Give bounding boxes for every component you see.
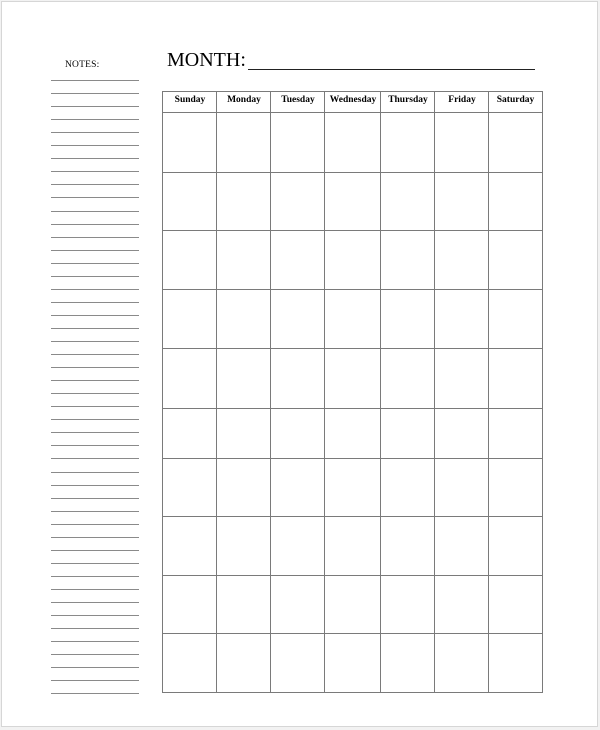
day-cell[interactable] bbox=[381, 113, 435, 173]
day-cell[interactable] bbox=[381, 634, 435, 692]
notes-line[interactable] bbox=[51, 80, 139, 81]
day-header-sunday: Sunday bbox=[174, 95, 206, 105]
notes-line[interactable] bbox=[51, 445, 139, 446]
day-cell[interactable] bbox=[435, 634, 489, 692]
day-cell[interactable] bbox=[489, 231, 542, 290]
day-cell[interactable] bbox=[435, 576, 489, 634]
notes-line[interactable] bbox=[51, 563, 139, 564]
day-cell[interactable] bbox=[489, 290, 542, 349]
notes-line[interactable] bbox=[51, 341, 139, 342]
notes-line[interactable] bbox=[51, 224, 139, 225]
day-cell[interactable] bbox=[163, 576, 217, 634]
day-cell[interactable] bbox=[489, 576, 542, 634]
month-write-line[interactable] bbox=[248, 69, 535, 70]
day-cell[interactable] bbox=[489, 349, 542, 409]
notes-line[interactable] bbox=[51, 589, 139, 590]
notes-line[interactable] bbox=[51, 393, 139, 394]
notes-line[interactable] bbox=[51, 628, 139, 629]
day-cell[interactable] bbox=[381, 459, 435, 517]
calendar-page bbox=[1, 1, 598, 727]
grid-row-divider bbox=[163, 516, 542, 517]
notes-line[interactable] bbox=[51, 693, 139, 694]
notes-line[interactable] bbox=[51, 432, 139, 433]
notes-line[interactable] bbox=[51, 197, 139, 198]
day-cell[interactable] bbox=[217, 409, 271, 459]
notes-line[interactable] bbox=[51, 380, 139, 381]
day-header-thursday: Thursday bbox=[388, 95, 428, 105]
day-cell[interactable] bbox=[489, 634, 542, 692]
day-cell[interactable] bbox=[325, 576, 381, 634]
day-cell[interactable] bbox=[325, 517, 381, 576]
day-cell[interactable] bbox=[325, 349, 381, 409]
grid-row-divider bbox=[163, 348, 542, 349]
notes-line[interactable] bbox=[51, 237, 139, 238]
day-cell[interactable] bbox=[271, 576, 325, 634]
day-cell[interactable] bbox=[163, 634, 217, 692]
notes-line[interactable] bbox=[51, 641, 139, 642]
day-cell[interactable] bbox=[381, 173, 435, 231]
grid-row-divider bbox=[163, 112, 542, 113]
notes-line[interactable] bbox=[51, 524, 139, 525]
day-cell[interactable] bbox=[271, 113, 325, 173]
day-cell[interactable] bbox=[381, 409, 435, 459]
day-cell[interactable] bbox=[271, 290, 325, 349]
day-cell[interactable] bbox=[435, 231, 489, 290]
notes-line[interactable] bbox=[51, 276, 139, 277]
grid-column-divider bbox=[380, 92, 381, 692]
day-cell[interactable] bbox=[435, 290, 489, 349]
day-cell[interactable] bbox=[325, 459, 381, 517]
notes-line[interactable] bbox=[51, 485, 139, 486]
grid-column-divider bbox=[324, 92, 325, 692]
day-cell[interactable] bbox=[217, 290, 271, 349]
day-header-saturday: Saturday bbox=[496, 95, 535, 105]
notes-line[interactable] bbox=[51, 537, 139, 538]
day-cell[interactable] bbox=[163, 231, 217, 290]
day-cell[interactable] bbox=[271, 409, 325, 459]
day-cell[interactable] bbox=[217, 113, 271, 173]
day-cell[interactable] bbox=[435, 409, 489, 459]
day-cell[interactable] bbox=[381, 517, 435, 576]
notes-line[interactable] bbox=[51, 302, 139, 303]
day-cell[interactable] bbox=[163, 459, 217, 517]
notes-line[interactable] bbox=[51, 158, 139, 159]
day-cell[interactable] bbox=[271, 634, 325, 692]
day-header-friday: Friday bbox=[448, 95, 476, 105]
grid-column-divider bbox=[270, 92, 271, 692]
notes-line[interactable] bbox=[51, 211, 139, 212]
day-cell[interactable] bbox=[381, 349, 435, 409]
grid-column-divider bbox=[488, 92, 489, 692]
day-cell[interactable] bbox=[489, 517, 542, 576]
notes-line[interactable] bbox=[51, 263, 139, 264]
notes-line[interactable] bbox=[51, 511, 139, 512]
notes-line[interactable] bbox=[51, 367, 139, 368]
notes-line[interactable] bbox=[51, 328, 139, 329]
day-cell[interactable] bbox=[163, 409, 217, 459]
day-cell[interactable] bbox=[163, 517, 217, 576]
notes-line[interactable] bbox=[51, 171, 139, 172]
day-cell[interactable] bbox=[381, 576, 435, 634]
day-cell[interactable] bbox=[489, 173, 542, 231]
day-cell[interactable] bbox=[435, 517, 489, 576]
grid-column-divider bbox=[434, 92, 435, 692]
notes-line[interactable] bbox=[51, 315, 139, 316]
day-cell[interactable] bbox=[217, 517, 271, 576]
month-label: MONTH: bbox=[167, 49, 246, 71]
day-cell[interactable] bbox=[435, 173, 489, 231]
grid-row-divider bbox=[163, 172, 542, 173]
day-cell[interactable] bbox=[325, 231, 381, 290]
grid-row-divider bbox=[163, 230, 542, 231]
notes-line[interactable] bbox=[51, 132, 139, 133]
day-header-monday: Monday bbox=[227, 95, 261, 105]
day-cell[interactable] bbox=[217, 231, 271, 290]
day-cell[interactable] bbox=[435, 349, 489, 409]
notes-line[interactable] bbox=[51, 615, 139, 616]
notes-line[interactable] bbox=[51, 106, 139, 107]
notes-line[interactable] bbox=[51, 602, 139, 603]
notes-line[interactable] bbox=[51, 550, 139, 551]
day-cell[interactable] bbox=[325, 290, 381, 349]
notes-line[interactable] bbox=[51, 680, 139, 681]
day-cell[interactable] bbox=[217, 173, 271, 231]
notes-line[interactable] bbox=[51, 419, 139, 420]
notes-line[interactable] bbox=[51, 93, 139, 94]
notes-line[interactable] bbox=[51, 498, 139, 499]
day-header-tuesday: Tuesday bbox=[281, 95, 315, 105]
day-cell[interactable] bbox=[435, 113, 489, 173]
day-cell[interactable] bbox=[271, 173, 325, 231]
day-cell[interactable] bbox=[325, 409, 381, 459]
notes-line[interactable] bbox=[51, 145, 139, 146]
day-cell[interactable] bbox=[163, 349, 217, 409]
calendar-grid bbox=[162, 91, 543, 693]
day-cell[interactable] bbox=[325, 634, 381, 692]
day-cell[interactable] bbox=[381, 290, 435, 349]
day-cell[interactable] bbox=[217, 576, 271, 634]
notes-line[interactable] bbox=[51, 654, 139, 655]
day-header-wednesday: Wednesday bbox=[329, 95, 377, 105]
day-cell[interactable] bbox=[271, 459, 325, 517]
day-cell[interactable] bbox=[381, 231, 435, 290]
notes-lines bbox=[51, 80, 139, 700]
day-cell[interactable] bbox=[163, 113, 217, 173]
notes-line[interactable] bbox=[51, 289, 139, 290]
notes-line[interactable] bbox=[51, 354, 139, 355]
grid-row-divider bbox=[163, 289, 542, 290]
day-cell[interactable] bbox=[489, 409, 542, 459]
day-cell[interactable] bbox=[163, 173, 217, 231]
grid-row-divider bbox=[163, 408, 542, 409]
notes-line[interactable] bbox=[51, 667, 139, 668]
notes-line[interactable] bbox=[51, 458, 139, 459]
day-cell[interactable] bbox=[271, 349, 325, 409]
notes-line[interactable] bbox=[51, 406, 139, 407]
grid-row-divider bbox=[163, 633, 542, 634]
notes-line[interactable] bbox=[51, 119, 139, 120]
notes-line[interactable] bbox=[51, 472, 139, 473]
grid-column-divider bbox=[216, 92, 217, 692]
notes-line[interactable] bbox=[51, 576, 139, 577]
day-cell[interactable] bbox=[163, 290, 217, 349]
day-cell[interactable] bbox=[217, 634, 271, 692]
day-cell[interactable] bbox=[325, 113, 381, 173]
notes-line[interactable] bbox=[51, 250, 139, 251]
day-cell[interactable] bbox=[217, 349, 271, 409]
notes-label: NOTES: bbox=[65, 60, 100, 70]
day-cell[interactable] bbox=[271, 231, 325, 290]
day-cell[interactable] bbox=[271, 517, 325, 576]
day-cell[interactable] bbox=[325, 173, 381, 231]
day-cell[interactable] bbox=[489, 113, 542, 173]
grid-row-divider bbox=[163, 575, 542, 576]
grid-row-divider bbox=[163, 458, 542, 459]
day-cell[interactable] bbox=[217, 459, 271, 517]
notes-line[interactable] bbox=[51, 184, 139, 185]
day-cell[interactable] bbox=[435, 459, 489, 517]
day-cell[interactable] bbox=[489, 459, 542, 517]
